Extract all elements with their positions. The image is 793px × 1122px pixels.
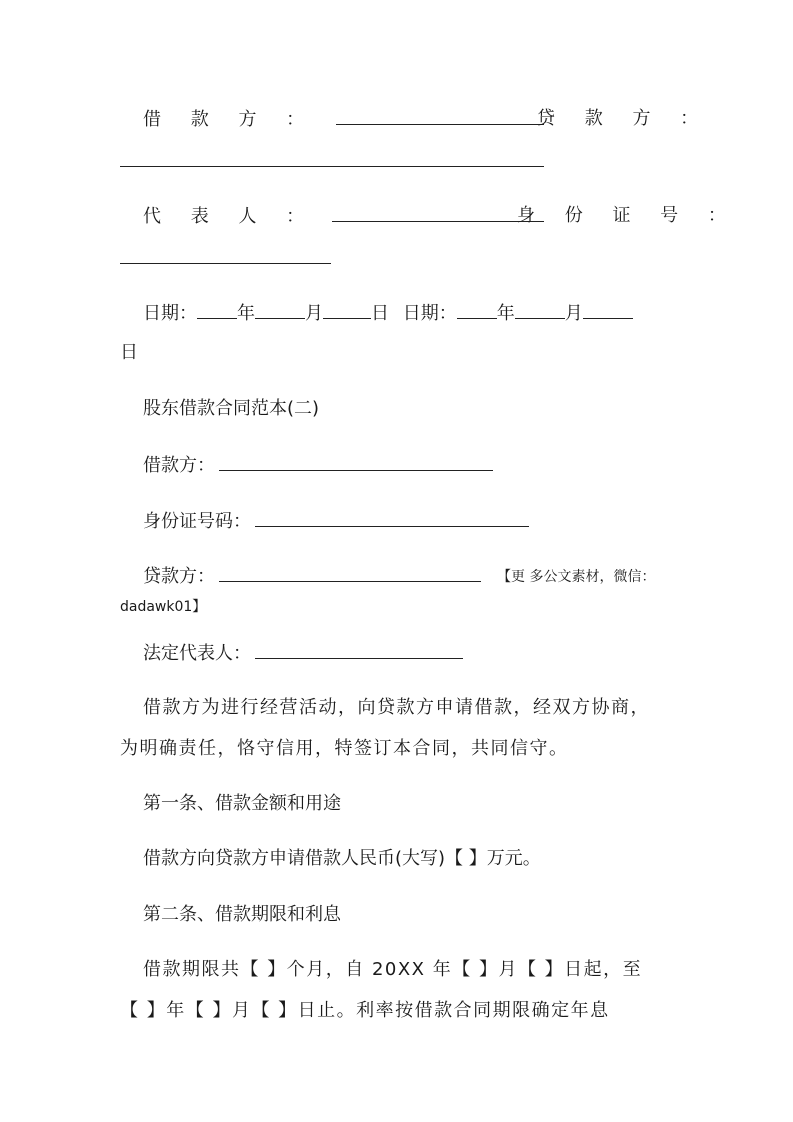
borrower-signature-line — [143, 106, 544, 133]
day-label-1: 日 — [371, 303, 389, 324]
day-label-2: 日 — [120, 342, 138, 363]
article-2-line-2: 【 】年【 】月【 】日止。利率按借款合同期限确定年息 — [120, 1000, 610, 1021]
representative-label: 代 表 人 ： — [143, 206, 317, 227]
year-blank-1 — [197, 300, 237, 319]
lender-field — [143, 563, 481, 590]
id-number-signature-label: 身 份 证 号 ： — [517, 205, 738, 226]
year-label-2: 年 — [496, 303, 515, 324]
lender-signature-label: 贷 款 方 ： — [537, 108, 711, 129]
id-number-blank-line — [120, 245, 331, 272]
lender-signature-blank — [120, 148, 544, 167]
borrower-field — [143, 452, 493, 479]
article-2-line-1: 借款期限共【 】个月，自 20XX 年【 】月【 】日起，至 — [143, 959, 643, 980]
promo-id: dadawk01】 — [120, 599, 207, 615]
month-label-1: 月 — [305, 303, 323, 324]
promo-note: 【更 多公文素材，微信： — [497, 569, 656, 585]
id-number-field — [143, 508, 529, 535]
lender-field-label: 贷款方： — [143, 566, 215, 587]
borrower-signature-blank — [336, 106, 544, 125]
legal-rep-field — [143, 640, 463, 667]
month-blank-2 — [515, 300, 565, 319]
legal-rep-field-blank — [255, 640, 463, 659]
legal-rep-field-label: 法定代表人： — [143, 643, 251, 664]
year-blank-2 — [457, 300, 497, 319]
contract-title: 股东借款合同范本(二) — [143, 398, 320, 419]
representative-blank — [332, 203, 544, 222]
lender-signature-blank-line — [120, 148, 544, 175]
representative-line — [143, 203, 544, 230]
date-day-wrap — [120, 340, 138, 366]
day-blank-2 — [583, 300, 633, 319]
id-number-field-blank — [255, 508, 529, 527]
month-label-2: 月 — [564, 303, 583, 324]
month-blank-1 — [255, 300, 305, 319]
id-number-signature-blank — [120, 245, 331, 264]
intro-line-2: 为明确责任，恪守信用，特签订本合同，共同信守。 — [120, 738, 569, 759]
date-label-2: 日期： — [402, 303, 457, 324]
day-blank-1 — [323, 300, 371, 319]
borrower-field-blank — [219, 452, 493, 471]
lender-field-blank — [219, 563, 481, 582]
article-1-title: 第一条、借款金额和用途 — [143, 793, 341, 814]
article-2-title: 第二条、借款期限和利息 — [143, 904, 341, 925]
date-line — [143, 300, 633, 327]
lender-signature-line — [537, 106, 710, 132]
id-number-signature-line — [517, 203, 738, 229]
date-label-1: 日期： — [143, 303, 197, 324]
year-label-1: 年 — [237, 303, 255, 324]
borrower-signature-label: 借 款 方 ： — [143, 109, 317, 130]
intro-line-1: 借款方为进行经营活动，向贷款方申请借款，经双方协商， — [143, 697, 650, 718]
id-number-field-label: 身份证号码： — [143, 511, 251, 532]
article-1-text: 借款方向贷款方申请借款人民币(大写)【 】万元。 — [143, 848, 541, 869]
borrower-field-label: 借款方： — [143, 455, 215, 476]
